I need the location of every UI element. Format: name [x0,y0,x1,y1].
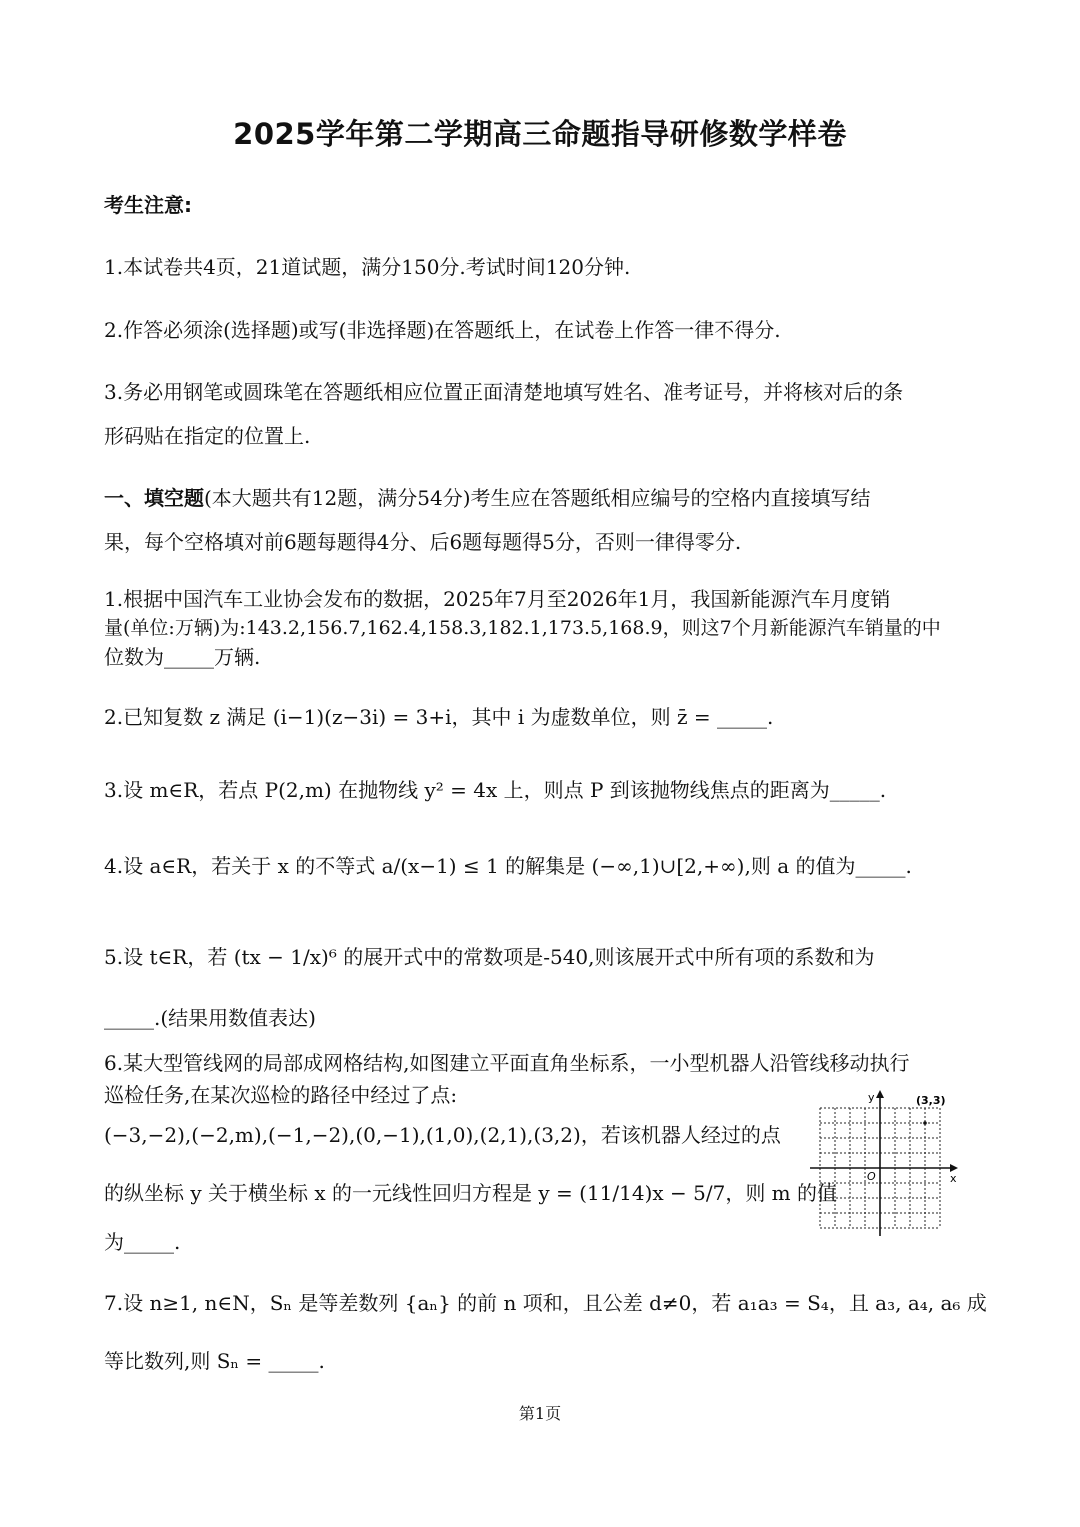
point-label: (3,3) [916,1094,946,1107]
question-1: 位数为_____万辆. [104,645,261,669]
question-6: (−3,−2),(−2,m),(−1,−2),(0,−1),(1,0),(2,1),(3,2)，若该机器人经过的点 [104,1123,781,1147]
question-6: 6.某大型管线网的局部成网格结构,如图建立平面直角坐标系，一小型机器人沿管线移动执行 [104,1051,910,1075]
question-1: 量(单位:万辆)为:143.2,156.7,162.4,158.3,182.1,173.5,168.9，则这7个月新能源汽车销量的中 [104,617,941,639]
question-5: _____.(结果用数值表达) [104,1006,316,1030]
question-6: 巡检任务,在某次巡检的路径中经过了点: [104,1083,458,1107]
question-7: 等比数列,则 Sₙ = _____. [104,1349,325,1373]
section-desc: 果，每个空格填对前6题每题得4分、后6题每题得5分，否则一律得零分. [104,530,742,554]
origin-label: O [867,1170,876,1183]
question-6: 为_____. [104,1230,181,1254]
question-2: 2.已知复数 z 满足 (i−1)(z−3i) = 3+i，其中 i 为虚数单位，则 z̄ = _____. [104,705,774,729]
y-axis-arrow-icon [876,1090,884,1098]
section-heading: 一、填空题 [104,486,204,510]
section-desc: (本大题共有12题，满分54分)考生应在答题纸相应编号的空格内直接填写结 [204,486,871,510]
question-3: 3.设 m∈R，若点 P(2,m) 在抛物线 y² = 4x 上，则点 P 到该抛物线焦点的距离为_____. [104,778,887,802]
notice-heading: 考生注意: [104,193,192,217]
notice-item: 2.作答必须涂(选择题)或写(非选择题)在答题纸上，在试卷上作答一律不得分. [104,318,781,342]
page-title: 2025学年第二学期高三命题指导研修数学样卷 [233,117,847,151]
question-4: 4.设 a∈R，若关于 x 的不等式 a/(x−1) ≤ 1 的解集是 (−∞,1)∪[2,+∞),则 a 的值为_____. [104,854,912,878]
notice-item: 形码贴在指定的位置上. [104,424,311,448]
question-6: 的纵坐标 y 关于横坐标 x 的一元线性回归方程是 y = (11/14)x − 5/7，则 m 的值 [104,1181,837,1205]
notice-item: 3.务必用钢笔或圆珠笔在答题纸相应位置正面清楚地填写姓名、准考证号，并将核对后的条 [104,380,904,404]
section-intro [104,485,871,511]
grid-point [923,1121,927,1125]
coordinate-grid-figure [800,1088,960,1238]
question-1: 1.根据中国汽车工业协会发布的数据，2025年7月至2026年1月，我国新能源汽车月度销 [104,587,891,611]
notice-item: 1.本试卷共4页，21道试题，满分150分.考试时间120分钟. [104,255,631,279]
x-axis-arrow-icon [950,1164,958,1172]
y-axis-label: y [868,1091,875,1104]
question-5: 5.设 t∈R，若 (tx − 1/x)⁶ 的展开式中的常数项是-540,则该展开式中所有项的系数和为 [104,945,875,969]
page-number: 第1页 [518,1404,562,1423]
question-7: 7.设 n≥1, n∈N，Sₙ 是等差数列 {aₙ} 的前 n 项和，且公差 d≠0，若 a₁a₃ = S₄，且 a₃, a₄, a₆ 成 [104,1291,987,1315]
x-axis-label: x [950,1172,957,1185]
